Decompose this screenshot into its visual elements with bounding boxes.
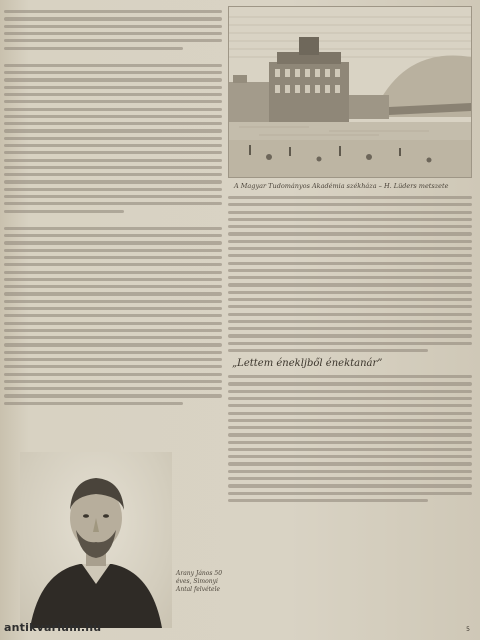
portrait-image — [20, 452, 172, 628]
arany-janos-portrait — [20, 452, 172, 628]
right-column — [228, 6, 472, 506]
page-number: 5 — [466, 626, 470, 633]
academy-engraving-image — [229, 7, 471, 177]
right-column-text — [228, 375, 472, 502]
site-watermark: antikvarium.hu — [4, 621, 102, 634]
left-column-text — [4, 6, 222, 409]
portrait-caption: Arany János 50 éves, Simonyi Antal felvétele — [176, 570, 223, 593]
section-title: „Lettem énekljből énektanár” — [232, 358, 383, 370]
portrait-block — [10, 452, 222, 628]
academy-building-engraving — [228, 6, 472, 178]
engraving-caption: A Magyar Tudományos Akadémia székháza – H. Lüders metszete — [234, 182, 449, 190]
